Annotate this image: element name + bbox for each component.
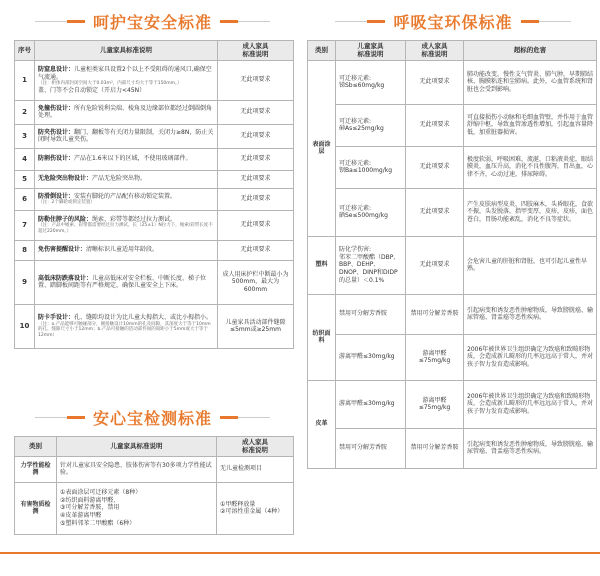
row-number: 8 <box>15 240 35 260</box>
rule-name: 免撞伤设计： <box>38 104 75 112</box>
header-harm: 超标的危害 <box>464 41 597 61</box>
row-number: 6 <box>15 188 35 210</box>
table-row <box>15 100 294 124</box>
rule-text: 绳索、彩带等都经过拉力测试。 <box>92 215 177 223</box>
adult-requirement: 无此项要求 <box>406 188 464 236</box>
row-category: 塑料 <box>308 236 336 294</box>
row-description <box>35 100 218 124</box>
title-decoration <box>335 21 385 22</box>
adult-requirement: 成人用床护栏中断最小为500mm，最大为600mm <box>218 260 294 304</box>
adult-requirement: ①甲醛释放量 ②可溶性重金属（4种） <box>217 482 294 534</box>
child-standard: 游离甲醛≤30mg/kg <box>336 380 406 428</box>
rule-text: 清晰标识儿童适用年龄段。 <box>86 246 159 254</box>
row-category: 皮革 <box>308 380 336 468</box>
adult-requirement: 无儿童检测项目 <box>217 456 294 482</box>
table-row <box>15 124 294 148</box>
table-row <box>308 60 597 104</box>
table-row <box>15 304 294 348</box>
adult-requirement: 无此项要求 <box>218 210 294 240</box>
adult-requirement: 无此项要求 <box>218 240 294 260</box>
table-row <box>15 148 294 170</box>
testing-standard-table <box>14 436 294 535</box>
header-child-std: 儿童家具标准说明 <box>57 437 217 457</box>
left-title-text: 呵护宝安全标准 <box>92 13 212 32</box>
rule-text: 产品在1.6米以下的区域，不使用玻璃部件。 <box>74 155 192 163</box>
row-category: 力学性能检测 <box>15 456 57 482</box>
adult-requirement: 无此项要求 <box>218 124 294 148</box>
harm-description: 产生皮肤病型皮炎，四肢麻木，头昏眼花，食欲不振，头发脱落，指甲变厚，皮疹，皮疹，面色苍白，胃肠功能紊乱，消化不良等症状。 <box>464 188 597 236</box>
row-description <box>35 304 218 348</box>
rule-name: 防滑倒设计： <box>38 192 75 200</box>
row-description: ①表面涂层可迁移元素（8种） ②纺织面料游离甲醛、 ③可分解芳香胺，禁用 ④皮革游离甲醛 ⑤塑料邻苯二甲酸酯（6种） <box>57 482 217 534</box>
rule-name: 免伤害提醒设计： <box>38 246 87 254</box>
bottomleft-title-text: 安心宝检测标准 <box>92 409 212 428</box>
table-row <box>15 210 294 240</box>
harm-description: 可直接损伤小动脉和毛细血管壁，并作用于血管舒缩中枢，导致血管渗透性增加，引起血容量降低，加重脏器损害。 <box>464 104 597 146</box>
table-row <box>308 146 597 188</box>
adult-requirement: 无此项要求 <box>406 104 464 146</box>
child-standard: 游离甲醛≤30mg/kg <box>336 334 406 380</box>
title-decoration <box>220 21 270 22</box>
adult-requirement: 无此项要求 <box>218 100 294 124</box>
right-title-text: 呼吸宝环保标准 <box>393 13 513 32</box>
adult-requirement: 无此项要求 <box>218 148 294 170</box>
row-description <box>35 148 218 170</box>
row-description <box>35 124 218 148</box>
header-adult-std: 成人家具 标准说明 <box>218 41 294 61</box>
table-row <box>308 294 597 334</box>
row-number: 4 <box>15 148 35 170</box>
table-row <box>308 380 597 428</box>
environment-standard-table <box>307 40 597 469</box>
bottom-accent-line <box>0 552 600 554</box>
rule-name: 无危险突出物设计： <box>38 175 93 183</box>
row-number: 5 <box>15 170 35 188</box>
rule-name: 防卡手设计： <box>38 313 75 321</box>
harm-description: 极度软弱，呼吸困难，流涎，口粘液炎症，眼结膜炎，血压升高，消化不良性腹泻，胃出血，心律不齐，心动过速，排尿障碍。 <box>464 146 597 188</box>
rule-note: （注：产品中绳索、彩带都需要经过拉力测试，长（25±1）N拉力下，绳索/彩带长度不超过220mm。） <box>38 223 213 235</box>
adult-requirement: 儿童家具活动部件缝隙≤5mm或≥25mm <box>218 304 294 348</box>
child-standard: 禁用可分解芳香胺 <box>336 428 406 468</box>
child-standard: 可迁移元素: 钡Ba≤1000mg/kg <box>336 146 406 188</box>
rule-name: 防割伤设计： <box>38 155 75 163</box>
rule-note: （注：柜体内部封闭空间大于0.03m³，内部尺寸均大于等于150mm。） <box>38 81 182 87</box>
table-header-row <box>15 41 294 61</box>
rule-text: 产品无危险突出物。 <box>92 175 147 183</box>
table-header-row <box>308 41 597 61</box>
harm-description: 会危害儿童的肝脏和肾脏，也可引起儿童性早熟。 <box>464 236 597 294</box>
header-adult-std: 成人家具 标准说明 <box>217 437 294 457</box>
rule-name: 高低床防跌落设计： <box>38 274 93 282</box>
title-decoration <box>521 21 571 22</box>
header-category: 类别 <box>308 41 336 61</box>
table-row <box>308 428 597 468</box>
table-row <box>15 240 294 260</box>
rule-name: 防夹伤设计： <box>38 128 75 136</box>
table-row <box>15 170 294 188</box>
rule-note: （注：2个脚轮或锁定装置） <box>38 200 95 206</box>
row-description <box>35 188 218 210</box>
row-number: 2 <box>15 100 35 124</box>
row-description: 针对儿童家具安全隐患、肢体伤害等有30多项力学性能试验。 <box>57 456 217 482</box>
table-row <box>15 188 294 210</box>
row-number: 10 <box>15 304 35 348</box>
rule-text: 儿童柜类家具设置2个以上不受阻碍的通风口,确保空气流通。 <box>38 65 212 81</box>
row-number: 1 <box>15 60 35 100</box>
table-row <box>15 482 294 534</box>
adult-requirement: 游离甲醛 ≤75mg/kg <box>406 334 464 380</box>
harm-description: 2006年被世界卫生组织确定为致癌和致畸形物质，会造成新儿畸形的几率远远高于常人，并对孩子智力发育造成影响。 <box>464 380 597 428</box>
adult-requirement: 禁用可分解芳香胺 <box>406 428 464 468</box>
child-standard: 禁用可分解芳香胺 <box>336 294 406 334</box>
adult-requirement: 无此项要求 <box>406 146 464 188</box>
child-standard: 可迁移元素: 砷As≤25mg/kg <box>336 104 406 146</box>
table-row <box>15 260 294 304</box>
right-section-title <box>308 10 598 33</box>
table-row <box>308 334 597 380</box>
row-description <box>35 210 218 240</box>
row-description <box>35 260 218 304</box>
title-decoration <box>220 417 270 418</box>
adult-requirement: 禁用可分解芳香胺 <box>406 294 464 334</box>
header-no: 序号 <box>15 41 35 61</box>
table-header-row <box>15 437 294 457</box>
row-description <box>35 60 218 100</box>
left-section-title <box>20 10 285 33</box>
adult-requirement: 无此项要求 <box>218 60 294 100</box>
table-row <box>308 104 597 146</box>
harm-description: 引起病变和诱发恶性肿瘤物质，导致膀胱癌、输尿管癌、肾盂癌等恶性疾病。 <box>464 294 597 334</box>
header-adult-std: 成人家具 标准说明 <box>406 41 464 61</box>
table-row <box>15 60 294 100</box>
row-number: 9 <box>15 260 35 304</box>
row-number: 7 <box>15 210 35 240</box>
adult-requirement: 无此项要求 <box>406 60 464 104</box>
row-description <box>35 170 218 188</box>
rule-extra: 盖、门等不会自动锁定（开启力<45N） <box>38 87 146 95</box>
rule-name: 防勒住脖子的风险： <box>38 215 93 223</box>
bottomleft-section-title <box>20 406 285 429</box>
rule-text: 孔、缝隙均设计为比儿童大拇指大、或比小拇指小。 <box>74 313 213 321</box>
row-category: 表面涂层 <box>308 60 336 236</box>
adult-requirement: 无此项要求 <box>218 188 294 210</box>
rule-note: （注：a.产品能够可触碰部分，刚接触设计10mm的孔及间隙，其深度大于等于10mm的孔、缝隙尺寸小于12mm；b.产品可接触的活动部件间的间距小于5mm或大于等于12mm） <box>38 321 211 339</box>
child-standard: 防化学伤害: 邻苯二甲酸酯（DBP、BBP、DEHP、DNOP、DINP和DIDP的总量）＜0.1% <box>336 236 406 294</box>
table-row <box>308 236 597 294</box>
harm-description: 2006年被世界卫生组织确定为致癌和致畸形物质，会造成新儿畸形的几率远远高于常人，并对孩子智力发育造成影响。 <box>464 334 597 380</box>
title-decoration <box>35 21 85 22</box>
adult-requirement: 无此项要求 <box>218 170 294 188</box>
row-number: 3 <box>15 124 35 148</box>
safety-standard-table <box>14 40 294 349</box>
rule-text: 儿童高低床对安全栏板、中断长度、梯子位置、踏脚板间距等有严格规定，确保儿童安全上下床。 <box>38 274 207 290</box>
title-decoration <box>35 417 85 418</box>
row-category: 有害物质检测 <box>15 482 57 534</box>
adult-requirement: 游离甲醛 ≤75mg/kg <box>406 380 464 428</box>
harm-description: 引起病变和诱发恶性肿瘤物质，导致膀胱癌、输尿管癌、肾盂癌等恶性疾病。 <box>464 428 597 468</box>
rule-text: 所有危险锐利尖端、棱角及边缘部位都经过倒圆倒角处理。 <box>38 104 213 120</box>
child-standard: 可迁移元素: 锑Sb≤60mg/kg <box>336 60 406 104</box>
rule-name: 防窒息设计： <box>38 65 75 73</box>
row-category: 纺织面料 <box>308 294 336 380</box>
table-row <box>15 456 294 482</box>
adult-requirement: 无此项要求 <box>406 236 464 294</box>
table-row <box>308 188 597 236</box>
child-standard: 可迁移元素: 硒Se≤500mg/kg <box>336 188 406 236</box>
header-category: 类别 <box>15 437 57 457</box>
row-description <box>35 240 218 260</box>
harm-description: 肺功能改变，慢性支气管炎、肺气肿，早期肺结核、胸膜粘连和尘肺病。此外，心血管系统和肾脏也会受到影响。 <box>464 60 597 104</box>
rule-text: 安装有脚轮的产品配有移动锁定装置。 <box>74 192 177 200</box>
header-child-std: 儿童家具 标准说明 <box>336 41 406 61</box>
rule-text: 翻门、翻板等有关闭力量限制，关闭力≥8N，防止关闭时导致儿童夹伤。 <box>38 128 214 144</box>
header-child-std: 儿童家具标准说明 <box>35 41 218 61</box>
